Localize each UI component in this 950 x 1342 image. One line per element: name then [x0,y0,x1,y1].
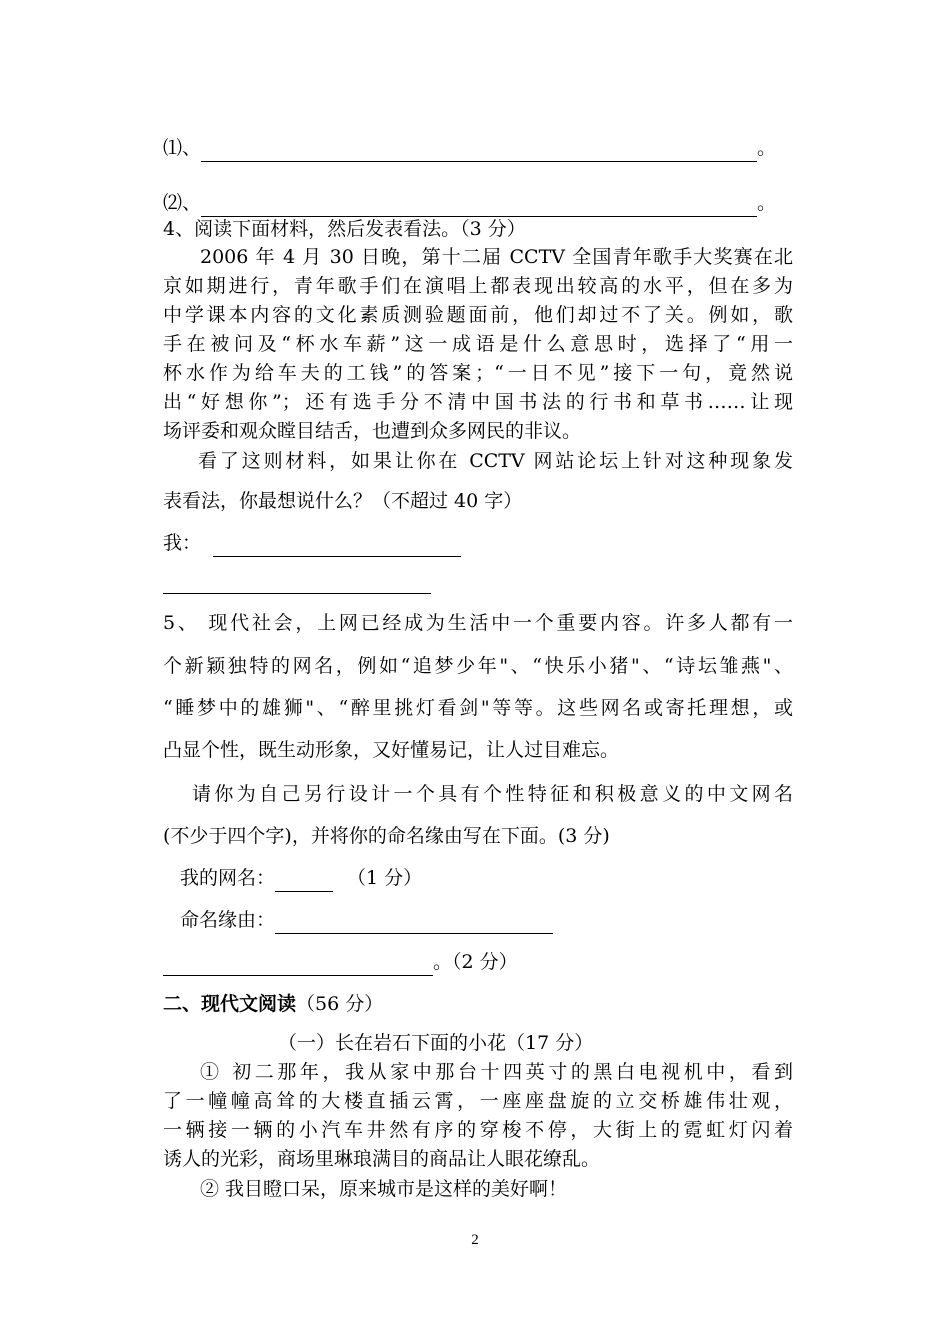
article-para1-line-3: 一辆接一辆的小汽车井然有序的穿梭不停，大街上的霓虹灯闪着 [163,1119,793,1141]
article-para1-line-4: 诱人的光彩，商场里琳琅满目的商品让人眼花缭乱。 [163,1148,601,1170]
net-name-label: 我的网名： [180,867,276,889]
q5-line-2: 个新颖独特的网名，例如“追梦少年"、“快乐小猪"、“诗坛雏燕"、 [163,655,793,677]
q5-prompt-line-1: 请你为自己另行设计一个具有个性特征和积极意义的中文网名 [192,783,793,805]
q5-prompt-line-2: (不少于四个字)，并将你的命名缘由写在下面。(3 分) [163,825,610,847]
section2-points: （56 分） [296,993,384,1015]
q4-para-line-1: 2006 年 4 月 30 日晚，第十二届 CCTV 全国青年歌手大奖赛在北 [200,246,793,268]
q5-line-1: 5、 现代社会，上网已经成为生活中一个重要内容。许多人都有一 [163,612,793,634]
net-name-points: （1 分） [347,867,423,889]
section2-heading [163,991,793,1017]
item-label-1: ⑴、 [163,137,202,159]
q5-reason-line-2 [163,949,793,976]
net-name-blank[interactable] [275,865,333,892]
blank-line-2 [163,190,793,217]
q4-prompt-line-2: 表看法，你最想说什么？（不超过 40 字） [163,490,523,512]
article-title: （一）长在岩石下面的小花（17 分） [278,1032,594,1054]
q4-answer-blank-2[interactable] [163,567,431,594]
q4-para-line-5: 杯水作为给车夫的工钱”的答案；“一日不见”接下一句，竟然说 [163,362,793,384]
section2-title: 二、现代文阅读 [163,993,297,1015]
end-mark-2: 。 [757,192,777,214]
answer-blank-2[interactable] [201,190,757,217]
reason-points: 。（2 分） [433,951,518,973]
q5-line-3: “睡梦中的雄狮"、“醉里挑灯看剑"等等。这些网名或寄托理想，或 [163,697,793,719]
blank-line-1 [163,135,793,162]
answer-blank-1[interactable] [201,135,757,162]
reason-blank-1[interactable] [275,907,553,934]
q4-para-line-3: 中学课本内容的文化素质测验题面前，他们却过不了关。例如，歌 [163,304,793,326]
article-para1-line-2: 了一幢幢高耸的大楼直插云霄，一座座盘旋的立交桥雄伟壮观， [163,1090,793,1112]
q4-para-line-7: 场评委和观众瞠目结舌，也遭到众多网民的非议。 [163,420,582,442]
answer-label-me: 我： [163,532,202,554]
article-para2: ② 我目瞪口呆，原来城市是这样的美好啊！ [200,1178,568,1200]
q4-para-line-6: 出“好想你”；还有选手分不清中国书法的行书和草书……让现 [163,391,793,413]
page-number: 2 [471,1232,479,1248]
q5-name-line [180,865,810,892]
reason-label: 命名缘由： [180,909,276,931]
end-mark-1: 。 [757,137,777,159]
q4-heading: 4、阅读下面材料，然后发表看法。（3 分） [163,218,526,240]
item-label-2: ⑵、 [163,192,202,214]
q5-line-4: 凸显个性，既生动形象，又好懂易记，让人过目难忘。 [163,739,620,761]
q4-answer-line-2 [163,567,793,594]
q4-answer-line [163,530,793,557]
q4-answer-blank-1[interactable] [213,530,461,557]
reason-blank-2[interactable] [163,949,433,976]
q5-reason-line [180,907,810,934]
article-para1-line-1: ① 初二那年，我从家中那台十四英寸的黑白电视机中，看到 [200,1061,793,1083]
q4-para-line-4: 手在被问及“杯水车薪”这一成语是什么意思时，选择了“用一 [163,333,793,355]
q4-para-line-2: 京如期进行，青年歌手们在演唱上都表现出较高的水平，但在多为 [163,275,793,297]
q4-prompt-line-1: 看了这则材料，如果让你在 CCTV 网站论坛上针对这种现象发 [198,450,793,472]
